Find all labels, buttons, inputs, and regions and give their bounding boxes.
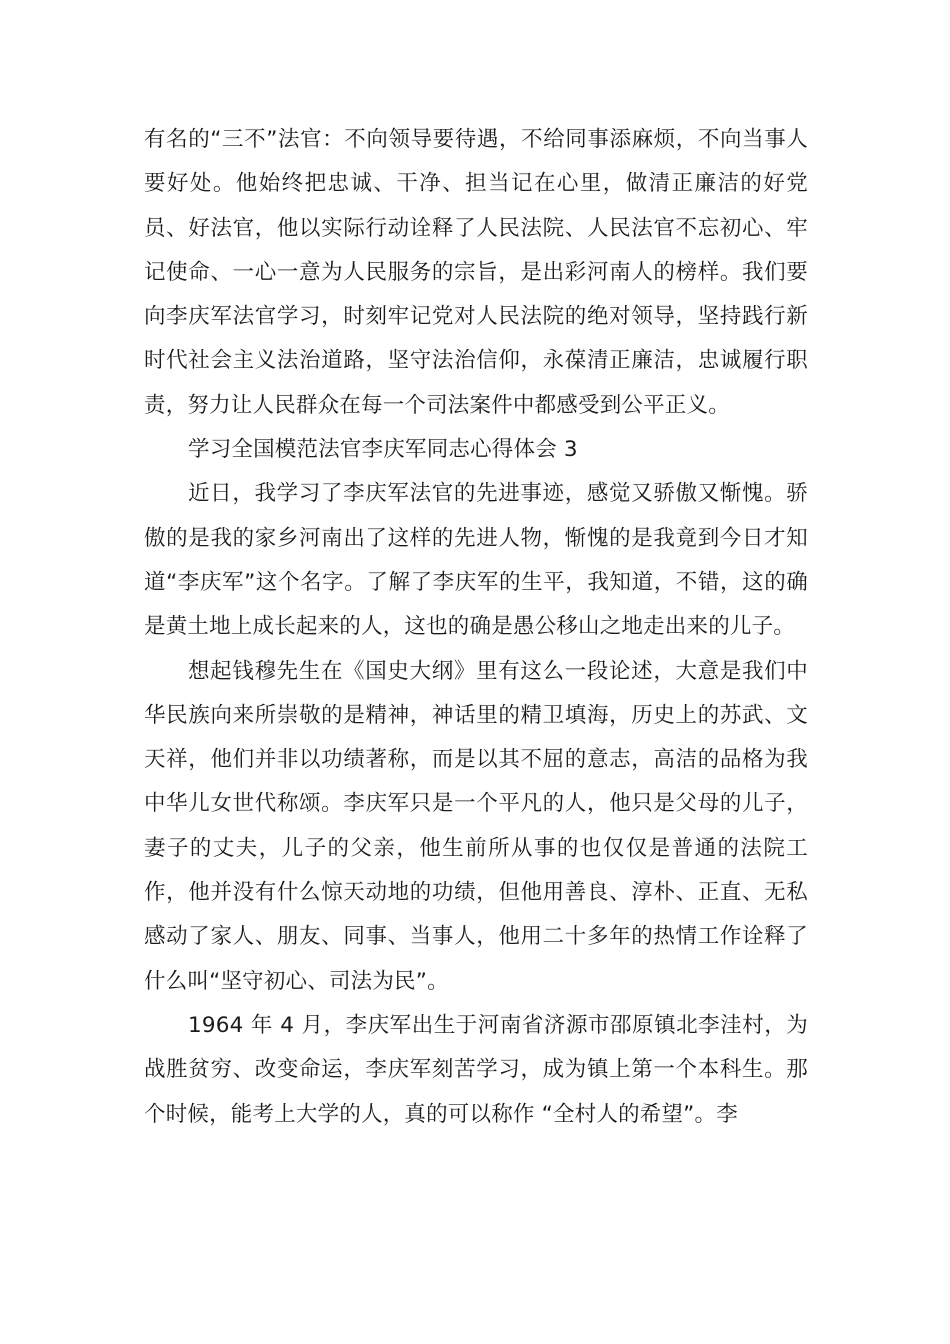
document-body [144, 118, 808, 1137]
paragraph-3: 想起钱穆先生在《国史大纲》里有这么一段论述，大意是我们中华民族向来所崇敬的是精神，神话里的精卫填海，历史上的苏武、文天祥，他们并非以功绩著称，而是以其不屈的意志，高洁的品格为我中华儿女世代称颂。李庆军只是一个平凡的人，他只是父母的儿子，妻子的丈夫，儿子的父亲，他生前所从事的也仅仅是普通的法院工作，他并没有什么惊天动地的功绩，但他用善良、淳朴、正直、无私感动了家人、朋友、同事、当事人，他用二十多年的热情工作诠释了什么叫“坚守初心、司法为民”。 [144, 658, 808, 994]
paragraph-2: 近日，我学习了李庆军法官的先进事迹，感觉又骄傲又惭愧。骄傲的是我的家乡河南出了这样的先进人物，惭愧的是我竟到今日才知道“李庆军”这个名字。了解了李庆军的生平，我知道，不错，这的确是黄土地上成长起来的人，这也的确是愚公移山之地走出来的儿子。 [144, 481, 808, 640]
paragraph-1: 有名的“三不”法官：不向领导要待遇，不给同事添麻烦，不向当事人要好处。他始终把忠诚、干净、担当记在心里，做清正廉洁的好党员、好法官，他以实际行动诠释了人民法院、人民法官不忘初心、牢记使命、一心一意为人民服务的宗旨，是出彩河南人的榜样。我们要向李庆军法官学习，时刻牢记党对人民法院的绝对领导，坚持践行新时代社会主义法治道路，坚守法治信仰，永葆清正廉洁，忠诚履行职责，努力让人民群众在每一个司法案件中都感受到公平正义。 [144, 127, 808, 418]
paragraph-4: 1964 年 4 月，李庆军出生于河南省济源市邵原镇北李洼村，为战胜贫穷、改变命运，李庆军刻苦学习，成为镇上第一个本科生。那个时候，能考上大学的人，真的可以称作 “全村人的希望”。李 [144, 1012, 808, 1127]
section-heading: 学习全国模范法官李庆军同志心得体会 3 [188, 437, 578, 463]
